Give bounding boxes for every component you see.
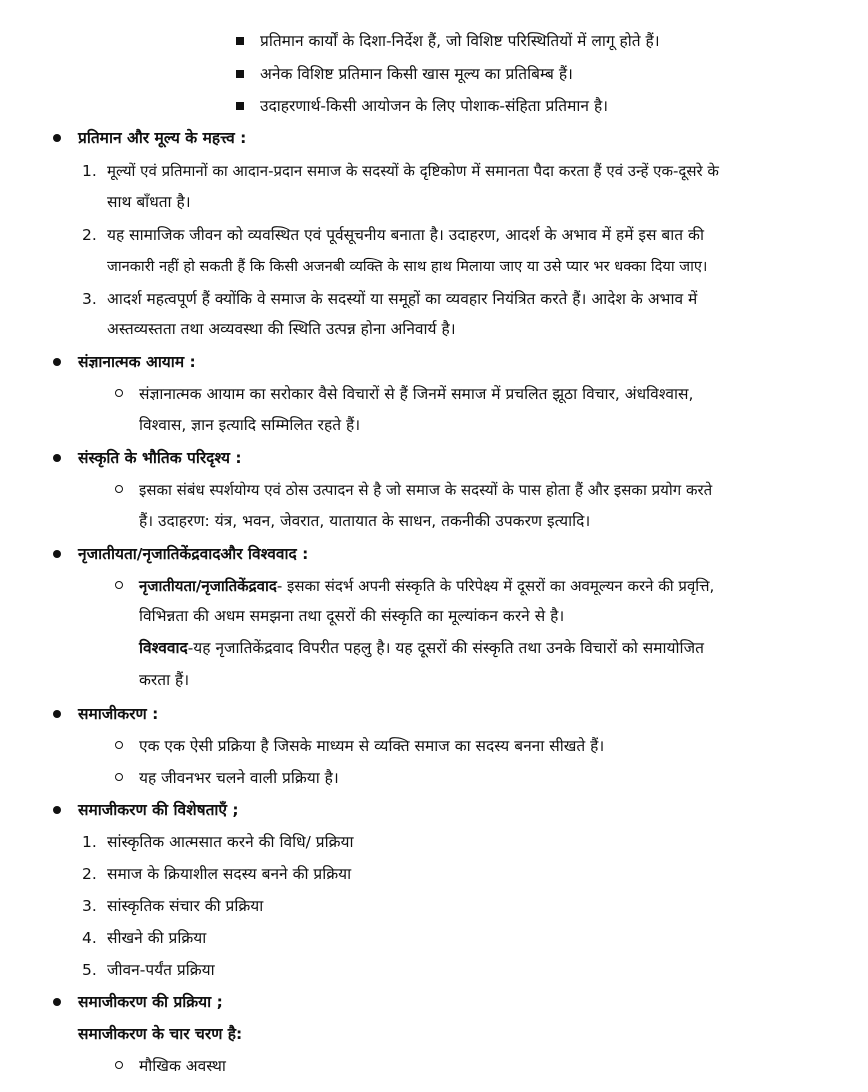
item-number: 1.: [82, 162, 97, 180]
circle-bullet-icon: [115, 485, 123, 493]
circle-bullet-icon: [115, 741, 123, 749]
square-bullet-icon: [236, 102, 244, 110]
list-item-text: समाज के क्रियाशील सदस्य बनने की प्रक्रिया: [107, 865, 352, 883]
term-definition: -यह नृजातिकेंद्रवाद विपरीत पहलु है। यह दूसरों की संस्कृति तथा उनके विचारों को समायोजित: [187, 639, 704, 657]
section-heading: समाजीकरण :: [78, 705, 159, 723]
bullet-icon: [53, 998, 61, 1006]
list-item-text: यह जीवनभर चलने वाली प्रक्रिया है।: [139, 769, 339, 787]
list-item-text: सांस्कृतिक संचार की प्रक्रिया: [107, 897, 264, 915]
term-label: विश्ववाद: [139, 639, 188, 657]
item-number: 3.: [82, 290, 97, 308]
circle-bullet-icon: [115, 773, 123, 781]
list-item-text: जीवन-पर्यंत प्रक्रिया: [107, 961, 215, 979]
list-item-text: संज्ञानात्मक आयाम का सरोकार वैसे विचारों से हैं जिनमें समाज में प्रचलित झूठा विचार, अंधविश्वास,: [139, 385, 694, 403]
section-heading: नृजातीयता/नृजातिकेंद्रवादऔर विश्ववाद :: [78, 545, 309, 563]
circle-bullet-icon: [115, 581, 123, 589]
section-subheading: समाजीकरण के चार चरण है:: [78, 1025, 243, 1043]
square-bullet-icon: [236, 37, 244, 45]
term-label: नृजातीयता/नृजातिकेंद्रवाद: [139, 577, 277, 595]
list-item-text: [139, 575, 714, 597]
list-item-text: एक एक ऐसी प्रक्रिया है जिसके माध्यम से व्यक्ति समाज का सदस्य बनना सीखते हैं।: [139, 737, 605, 755]
item-number: 2.: [82, 865, 97, 883]
term-definition: - इसका संदर्भ अपनी संस्कृति के परिपेक्ष्य में दूसरों का अवमूल्यन करने की प्रवृत्ति,: [276, 577, 715, 595]
list-item-text: विश्वास, ज्ञान इत्यादि सम्मिलित रहते हैं।: [139, 416, 361, 434]
section-heading: समाजीकरण की विशेषताएँ ;: [78, 801, 239, 819]
bullet-icon: [53, 710, 61, 718]
item-number: 1.: [82, 833, 97, 851]
list-item-text: मौखिक अवस्था: [139, 1057, 226, 1075]
list-item-text: सांस्कृतिक आत्मसात करने की विधि/ प्रक्रिया: [107, 833, 354, 851]
circle-bullet-icon: [115, 389, 123, 397]
section-heading: प्रतिमान और मूल्य के महत्त्व :: [78, 129, 247, 147]
list-item: अनेक विशिष्ट प्रतिमान किसी खास मूल्य का प्रतिबिम्ब हैं।: [260, 65, 573, 83]
bullet-icon: [53, 454, 61, 462]
bullet-icon: [53, 134, 61, 142]
list-item-text: अस्तव्यस्तता तथा अव्यवस्था की स्थिति उत्पन्न होना अनिवार्य है।: [107, 320, 456, 338]
list-item-text: आदर्श महत्वपूर्ण हैं क्योंकि वे समाज के सदस्यों या समूहों का व्यवहार नियंत्रित करते हैं। आदेश के अभाव में: [107, 290, 698, 308]
bullet-icon: [53, 358, 61, 366]
bullet-icon: [53, 806, 61, 814]
section-heading: संस्कृति के भौतिक परिदृश्य :: [78, 449, 242, 467]
list-item-text: इसका संबंध स्पर्शयोग्य एवं ठोस उत्पादन से है जो समाज के सदस्यों के पास होता हैं और इसका प्रयोग करते: [139, 481, 713, 499]
section-heading: समाजीकरण की प्रक्रिया ;: [78, 993, 223, 1011]
item-number: 2.: [82, 226, 97, 244]
list-item: उदाहरणार्थ-किसी आयोजन के लिए पोशाक-संहिता प्रतिमान है।: [260, 97, 609, 115]
item-number: 3.: [82, 897, 97, 915]
section-heading: संज्ञानात्मक आयाम :: [78, 353, 196, 371]
item-number: 5.: [82, 961, 97, 979]
list-item-text: यह सामाजिक जीवन को व्यवस्थित एवं पूर्वसूचनीय बनाता है। उदाहरण, आदर्श के अभाव में हमें इस बात की: [107, 226, 704, 244]
item-number: 4.: [82, 929, 97, 947]
list-item-text: विभिन्नता की अधम समझना तथा दूसरों की संस्कृति का मूल्यांकन करने से है।: [139, 607, 565, 625]
list-item-text: [139, 637, 704, 659]
list-item-text: हैं। उदाहरण: यंत्र, भवन, जेवरात, यातायात के साधन, तकनीकी उपकरण इत्यादि।: [139, 512, 591, 530]
list-item: प्रतिमान कार्यों के दिशा-निर्देश हैं, जो विशिष्ट परिस्थितियों में लागू होते हैं।: [260, 32, 660, 50]
square-bullet-icon: [236, 70, 244, 78]
list-item-text: मूल्यों एवं प्रतिमानों का आदान-प्रदान समाज के सदस्यों के दृष्टिकोण में समानता पैदा करता हैं एवं उन्हें एक-दूसरे के: [107, 162, 719, 180]
circle-bullet-icon: [115, 1061, 123, 1069]
list-item-text: साथ बाँधता है।: [107, 193, 191, 211]
list-item-text: करता हैं।: [139, 671, 190, 689]
bullet-icon: [53, 550, 61, 558]
list-item-text: जानकारी नहीं हो सकती हैं कि किसी अजनबी व्यक्ति के साथ हाथ मिलाया जाए या उसे प्यार भर धक्का दिया जाए।: [107, 258, 708, 275]
list-item-text: सीखने की प्रक्रिया: [107, 929, 207, 947]
